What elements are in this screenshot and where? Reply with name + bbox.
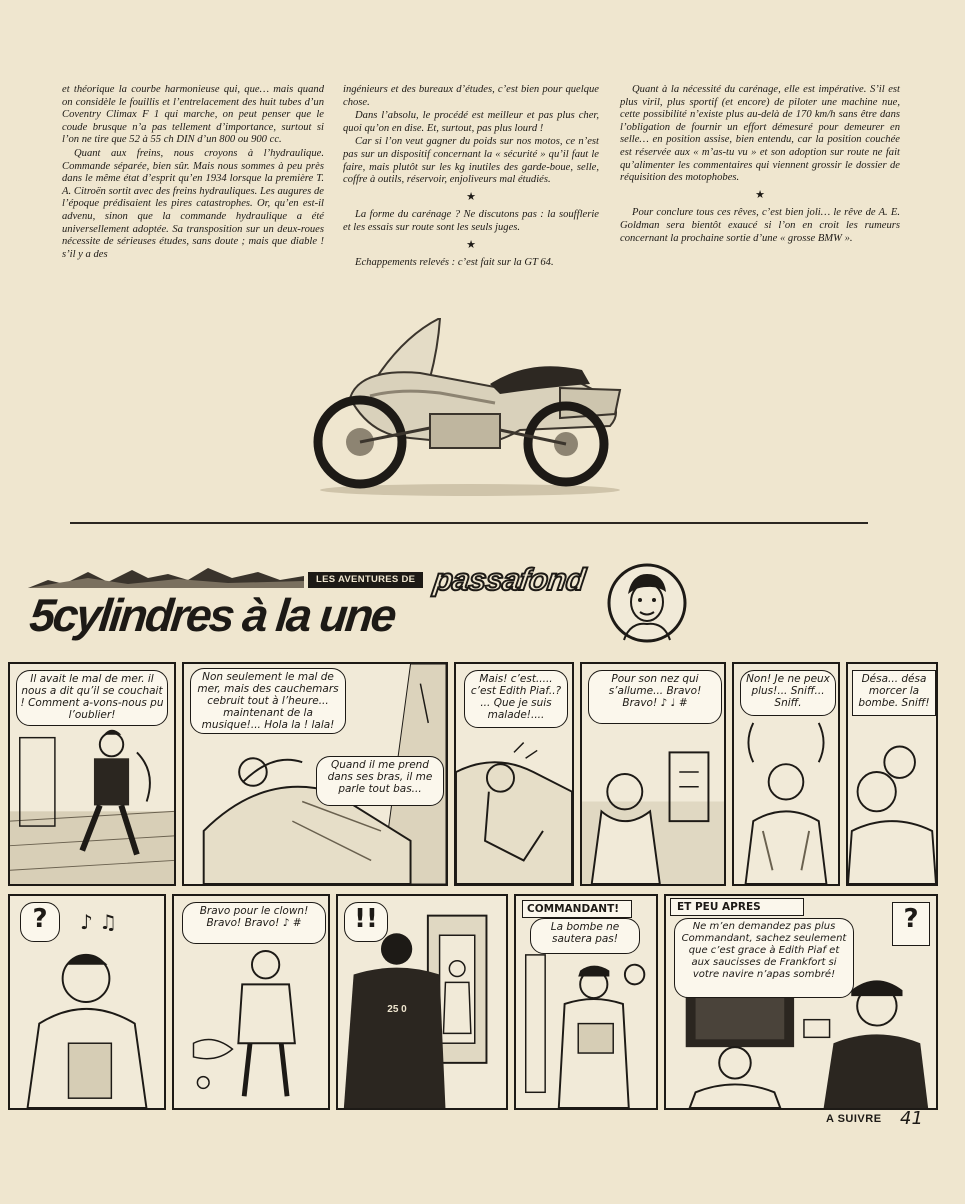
paragraph: Echappements relevés : c’est fait sur la GT 64. [355,257,554,269]
motorcycle-illustration [310,318,630,500]
question-bubble: ? [20,902,60,942]
speech-bubble: Ne m’en demandez pas plus Commandant, sachez seulement que c’est grace à Edith Piaf et aux saucisses de Frankfort si votre navire n’apas sombré! [674,918,854,998]
article-column-3 [620,84,900,245]
hero-portrait-icon [606,562,688,644]
comic-panel-9 [336,894,508,1110]
speech-bubble: Bravo pour le clown! Bravo! Bravo! ♪ # [182,902,326,944]
series-label: LES AVENTURES DE [308,572,423,588]
article-column-2 [343,84,599,270]
caption-box: ET PEU APRES [670,898,804,916]
paragraph: ingénieurs et des bureaux d’études, c’est bien pour quelque chose. [343,84,599,108]
comic-panel-5 [732,662,840,886]
to-be-continued-label: A SUIVRE [826,1113,882,1125]
story-title: 5cylindres à la une [27,589,397,641]
speech-bubble: Pour son nez qui s’allume... Bravo! Bravo! ♪ ♩ # [588,670,722,724]
speech-bubble: La bombe ne sautera pas! [530,918,640,954]
star-separator: ★ [466,190,476,203]
article-column-1 [62,84,324,261]
question-bubble: ? [892,902,930,946]
comic-panel-11 [664,894,938,1110]
speech-bubble: Quand il me prend dans ses bras, il me parle tout bas... [316,756,444,806]
comic-panel-4 [580,662,726,886]
hero-name: passafond [431,562,588,597]
paragraph: Dans l’absolu, le procédé est meilleur et pas plus cher, quoi qu’on en dise. Et, surtout, pas plus lourd ! [343,110,599,134]
paragraph: Car si l’on veut gagner du poids sur nos motos, ce n’est pas sur un dispositif concernant la « sécurité » qu’il faut le faire, mais plutôt sur les kg inutiles des garde-boue, selle, coffre à outils, réservoir, enjoliveurs mal étudiés. [343,136,599,186]
section-divider [70,522,868,524]
paragraph: Pour conclure tous ces rêves, c’est bien joli… le rêve de A. E. Goldman sera bientôt exaucé si l’on en croit les rumeurs concernant la prochaine sortie d’une « grosse BMW ». [620,207,900,244]
comic-panel-3 [454,662,574,886]
comic-panel-10 [514,894,658,1110]
paragraph: La forme du carénage ? Ne discutons pas : la soufflerie et les essais sur route sont les seuls juges. [343,209,599,233]
music-notes: ♪ ♫ [80,910,118,934]
speech-bubble: Désa... désa morcer la bombe. Sniff! [852,670,936,716]
paragraph: et théorique la courbe harmonieuse qui, que… mais quand on considèle le fouillis et l’entrelacement des huit tubes d’un Coventry Climax F 1 qui marche, on peut penser que le coude brusque n’a pas tellement d’importance, surtout si l’on ne tire que 52 à 55 ch DIN d’un 800 ou 900 cc. [62,84,324,146]
exclamation-bubble: !! [344,902,388,942]
comic-panel-6 [846,662,938,886]
speech-bubble: Non! Je ne peux plus!... Sniff... Sniff. [740,670,836,716]
mountains-icon [28,566,304,588]
jacket-number: 25 0 [387,1004,407,1015]
caption-box: COMMANDANT! [522,900,632,918]
comic-panel-2 [182,662,448,886]
paragraph: Quant aux freins, nous croyons à l’hydraulique. Commande séparée, bien sûr. Mais nous sommes à peu près dans le même état d’esprit qu’en 1934 lorsque la première T. A. Citroën sortit avec des freins hydrauliques. Les augures de l’époque prédisaient les pires catastrophes. Or, qu’en est-il advenu, sinon que la commande hydraulique a été universellement adoptée. Sa transposition sur un deux-roues nécessite de sérieuses études, sans doute ; mais que diable ! s’il y a des [62,147,324,260]
comic-panel-1 [8,662,176,886]
star-separator: ★ [466,238,476,251]
star-separator: ★ [755,188,765,201]
page-number: 41 [900,1108,923,1129]
speech-bubble: Il avait le mal de mer. il nous a dit qu’il se couchait ! Comment a-vons-nous pu l’oublier! [16,670,168,726]
speech-bubble: Mais! c’est..... c’est Edith Piaf..? ... Que je suis malade!.... [464,670,568,728]
comic-panel-7 [8,894,166,1110]
speech-bubble: Non seulement le mal de mer, mais des cauchemars cebruit tout à l’heure... maintenant de la musique!... Hola la ! lala! [190,668,346,734]
paragraph: Quant à la nécessité du carénage, elle est impérative. S’il est plus viril, plus sportif (et encore) de piloter une machine nue, cette possibilité n’existe plus au-delà de 170 km/h sans être dans l’obligation de fournir un effort démesuré pour demeurer en selle… en position assise, bien entendu, car la position couchée est réservée aux « m’as-tu vu » et son adoption sur route ne fait qu’alimenter les commentaires qui viennent grossir le dossier de réquisition des motophobes. [620,84,900,184]
comic-panel-8 [172,894,330,1110]
